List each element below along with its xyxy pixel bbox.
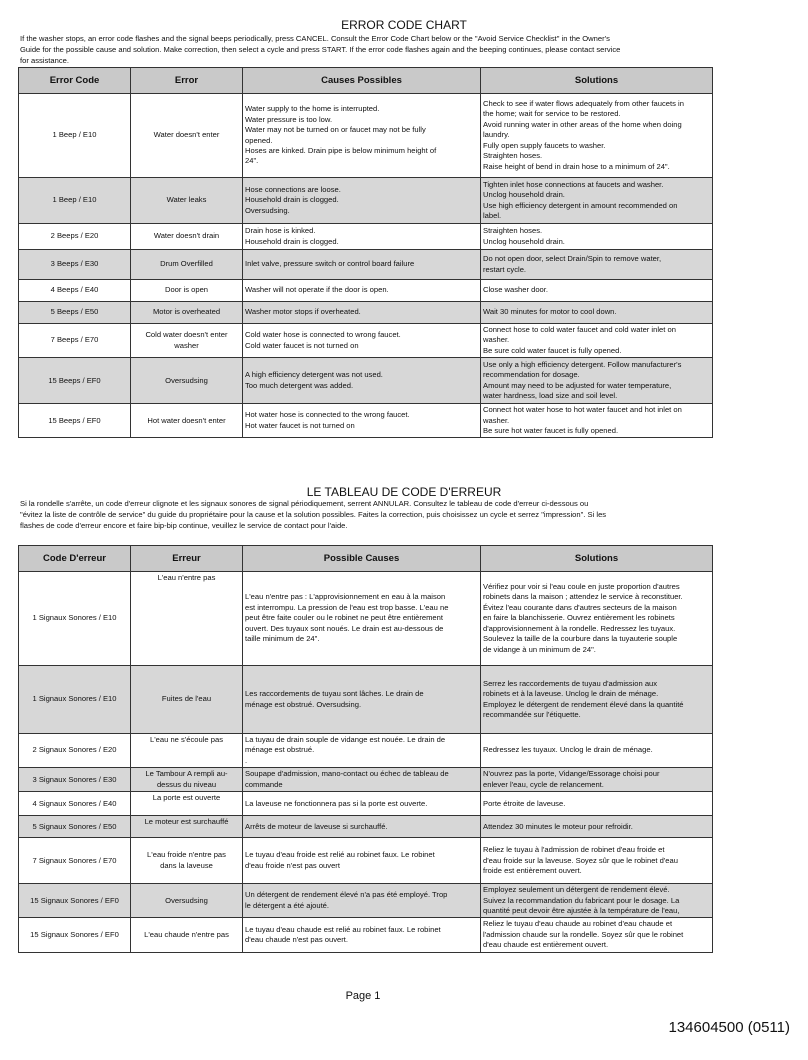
solutions-cell (481, 666, 713, 734)
error-cell (131, 666, 243, 734)
cell-text: washer. (483, 415, 510, 425)
header-error: Erreur (131, 546, 243, 572)
cell-text: Hot water hose is connected to the wrong faucet. (245, 410, 410, 420)
table-row (19, 250, 713, 280)
cell-text: Wait 30 minutes for motor to cool down. (483, 307, 617, 317)
cell-text: water hardness, load size and soil level. (483, 391, 618, 401)
error-cell (131, 768, 243, 792)
cell-text: 1 Beep / E10 (52, 130, 97, 140)
solutions-cell (481, 94, 713, 178)
cell-text: laundry. (483, 130, 510, 140)
cell-text: d'approvisionnement à la rondelle. Redressez les tuyaux. (483, 623, 676, 633)
error-code-cell (19, 358, 131, 404)
cell-text: Raise height of bend in drain hose to a minimum of 24". (483, 161, 670, 171)
solutions-cell (481, 838, 713, 884)
intro-line: If the washer stops, an error code flashes and the signal beeps periodically, press CANCEL. Consult the Error Code Chart below or the "Avoid Service Checklist" in the Owner's (20, 34, 610, 43)
cell-text: robinets dans la maison ; attendez le service à reconstituer. (483, 592, 683, 602)
cell-text: Reliez le tuyau à l'admission de robinet d'eau froide et (483, 845, 665, 855)
cell-text: le détergent a été ajouté. (245, 900, 330, 910)
cell-text: recommendation for dosage. (483, 370, 580, 380)
causes-cell (243, 734, 481, 768)
table-row (19, 178, 713, 224)
header-error-code: Code D'erreur (19, 546, 131, 572)
cell-text: Un détergent de rendement élevé n'a pas été employé. Trop (245, 890, 448, 900)
solutions-cell (481, 178, 713, 224)
cell-text: Arrêts de moteur de laveuse si surchauffé. (245, 821, 388, 831)
cell-text: Oversudsing (165, 895, 208, 905)
causes-cell (243, 884, 481, 918)
cell-text: Hot water doesn't enter (147, 415, 226, 425)
cell-text: ménage est obstrué. (245, 745, 315, 755)
cell-text: washer (174, 340, 199, 350)
cell-text: Le moteur est surchauffé (144, 817, 229, 827)
causes-cell (243, 918, 481, 952)
error-code-cell (19, 734, 131, 768)
error-code-cell (19, 792, 131, 816)
table-row (19, 838, 713, 884)
error-code-cell (19, 572, 131, 666)
intro-line: Si la rondelle s'arrête, un code d'erreur clignote et les signaux sonores de signal périodiquement, serrent ANNULAR. Consultez le tableau de code d'erreur ci-dessous ou (20, 499, 589, 508)
causes-cell (243, 280, 481, 302)
cell-text: Hose connections are loose. (245, 184, 341, 194)
table-row (19, 324, 713, 358)
cell-text: d'eau chaude n'est pas ouvert. (245, 935, 348, 945)
cell-text: quantité peut devoir être ajustée à la température de l'eau, (483, 906, 680, 916)
cell-text: Washer motor stops if overheated. (245, 307, 361, 317)
cell-text: Vérifiez pour voir si l'eau coule en juste proportion d'autres (483, 582, 680, 592)
causes-cell (243, 404, 481, 438)
causes-cell (243, 666, 481, 734)
cell-text: 24". (245, 156, 259, 166)
cell-text: enlever l'eau, cycle de relancement. (483, 779, 604, 789)
cell-text: Door is open (164, 285, 209, 295)
error-cell (131, 838, 243, 884)
error-code-cell (19, 250, 131, 280)
cell-text: d'eau froide sur la laveuse. Soyez sûr que le robinet d'eau (483, 855, 678, 865)
cell-text: washer. (483, 335, 510, 345)
table-row (19, 666, 713, 734)
cell-text: L'eau n'entre pas (157, 573, 216, 582)
cell-text: Connect hose to cold water faucet and cold water inlet on (483, 325, 676, 334)
english-title: ERROR CODE CHART (341, 18, 467, 32)
solutions-cell (481, 792, 713, 816)
error-cell (131, 324, 243, 358)
table-row (19, 404, 713, 438)
error-code-cell (19, 404, 131, 438)
cell-text: Hoses are kinked. Drain pipe is below minimum height of (245, 145, 437, 155)
cell-text: Reliez le tuyau d'eau chaude au robinet d'eau chaude et (483, 919, 673, 929)
english-error-table (18, 67, 713, 438)
cell-text: l'admission chaude sur la rondelle. Soyez sûr que le robinet (483, 929, 684, 939)
solutions-cell (481, 768, 713, 792)
cell-text: N'ouvrez pas la porte, Vidange/Essorage choisi pour (483, 769, 660, 779)
cell-text: peut être faite couler ou le robinet ne peut être entièrement (245, 613, 443, 623)
cell-text: Le Tambour A rempli au- (145, 769, 228, 779)
cell-text: Be sure cold water faucet is fully opened. (483, 345, 622, 355)
cell-text: L'eau chaude n'entre pas (144, 929, 229, 939)
cell-text: 15 Signaux Sonores / EF0 (30, 895, 119, 905)
table-row (19, 280, 713, 302)
error-cell (131, 884, 243, 918)
solutions-cell (481, 280, 713, 302)
cell-text: Water doesn't enter (153, 130, 220, 140)
cell-text: Redressez les tuyaux. Unclog le drain de ménage. (483, 745, 653, 755)
cell-text: taille minimum de 24". (245, 634, 320, 644)
cell-text: 2 Signaux Sonores / E20 (32, 745, 117, 755)
cell-text: 15 Signaux Sonores / EF0 (30, 929, 119, 939)
french-intro (20, 498, 710, 531)
solutions-cell (481, 358, 713, 404)
cell-text: restart cycle. (483, 264, 527, 274)
english-intro (20, 33, 710, 66)
cell-text: d'eau chaude est entièrement ouvert. (483, 940, 609, 950)
cell-text: Fuites de l'eau (161, 694, 212, 704)
error-cell (131, 734, 243, 768)
cell-text: Close washer door. (483, 285, 549, 295)
french-title: LE TABLEAU DE CODE D'ERREUR (306, 485, 502, 499)
table-row (19, 572, 713, 666)
cell-text: 3 Beeps / E30 (50, 259, 99, 269)
table-row (19, 884, 713, 918)
cell-text: 4 Beeps / E40 (50, 285, 99, 295)
cell-text: 1 Beep / E10 (52, 195, 97, 205)
cell-text: label. (483, 210, 502, 220)
causes-cell (243, 572, 481, 666)
error-cell (131, 224, 243, 250)
cell-text: Water doesn't drain (153, 231, 220, 241)
error-code-cell (19, 280, 131, 302)
cell-text: 3 Signaux Sonores / E30 (32, 774, 117, 784)
causes-cell (243, 358, 481, 404)
causes-cell (243, 178, 481, 224)
cell-text: Drain hose is kinked. (245, 226, 316, 236)
causes-cell (243, 324, 481, 358)
solutions-cell (481, 572, 713, 666)
cell-text: 15 Beeps / EF0 (48, 375, 101, 385)
table-row (19, 224, 713, 250)
cell-text: Évitez l'eau courante dans d'autres secteurs de la maison (483, 602, 677, 612)
cell-text: Unclog household drain. (483, 236, 565, 246)
cell-text: Too much detergent was added. (245, 380, 354, 390)
cell-text: Water supply to the home is interrupted. (245, 104, 380, 114)
error-cell (131, 178, 243, 224)
cell-text: Drum Overfilled (160, 259, 213, 269)
error-cell (131, 572, 243, 666)
cell-text: commande (245, 779, 283, 789)
intro-line: Guide for the possible cause and solution. Make correction, then select a cycle and press START. If the error code flashes again and the beeping continues, please contact service (20, 45, 621, 54)
error-code-cell (19, 768, 131, 792)
intro-line: for assistance. (20, 56, 69, 65)
table-row (19, 734, 713, 768)
cell-text: dessus du niveau (156, 779, 217, 789)
cell-text: Les raccordements de tuyau sont lâches. Le drain de (245, 689, 424, 699)
cell-text: Straighten hoses. (483, 151, 543, 161)
error-cell (131, 250, 243, 280)
cell-text: Household drain is clogged. (245, 236, 339, 246)
solutions-cell (481, 918, 713, 952)
causes-cell (243, 224, 481, 250)
cell-text: froide est entièrement ouvert. (483, 865, 582, 875)
error-code-cell (19, 884, 131, 918)
cell-text: La porte est ouverte (152, 793, 221, 803)
cell-text: Straighten hoses. (483, 226, 543, 236)
cell-text: ménage est obstrué. Oversudsing. (245, 699, 362, 709)
table-row (19, 768, 713, 792)
error-cell (131, 280, 243, 302)
cell-text: La tuyau de drain souple de vidange est nouée. Le drain de (245, 735, 446, 744)
cell-text: Unclog household drain. (483, 190, 565, 200)
cell-text: Oversudsing. (245, 205, 290, 215)
cell-text: Porte étroite de laveuse. (483, 798, 566, 808)
cell-text: Soupape d'admission, mano-contact ou échec de tableau de (245, 769, 449, 779)
cell-text: robinets et à la laveuse. Unclog le drain de ménage. (483, 689, 659, 699)
cell-text: Suivez la recommandation du fabricant pour le dosage. La (483, 895, 680, 905)
cell-text: La laveuse ne fonctionnera pas si la porte est ouverte. (245, 798, 428, 808)
page-number: Page 1 (345, 990, 381, 1002)
error-cell (131, 94, 243, 178)
cell-text: de vidange à un minimum de 24". (483, 644, 596, 654)
causes-cell (243, 250, 481, 280)
cell-text: Check to see if water flows adequately from other faucets in (483, 99, 684, 109)
cell-text: Avoid running water in other areas of the home when doing (483, 119, 682, 129)
table-row (19, 302, 713, 324)
cell-text: Oversudsing (165, 375, 208, 385)
cell-text: dans la laveuse (160, 860, 213, 870)
solutions-cell (481, 302, 713, 324)
french-error-table (18, 545, 713, 953)
cell-text: Use only a high efficiency detergent. Follow manufacturer's (483, 359, 682, 369)
error-code-cell (19, 178, 131, 224)
cell-text: L'eau ne s'écoule pas (150, 735, 223, 744)
solutions-cell (481, 734, 713, 768)
causes-cell (243, 792, 481, 816)
error-code-cell (19, 918, 131, 952)
cell-text: Employez seulement un détergent de rendement élevé. (483, 885, 670, 895)
cell-text: Cold water hose is connected to wrong faucet. (245, 330, 401, 340)
error-cell (131, 404, 243, 438)
cell-text: 5 Beeps / E50 (50, 307, 99, 317)
table-row (19, 94, 713, 178)
cell-text: Fully open supply faucets to washer. (483, 140, 606, 150)
header-error: Error (131, 68, 243, 94)
cell-text: L'eau n'entre pas : L'approvisionnement en eau à la maison (245, 592, 446, 602)
cell-text: Inlet valve, pressure switch or control board failure (245, 259, 415, 269)
causes-cell (243, 838, 481, 884)
solutions-cell (481, 224, 713, 250)
cell-text: Tighten inlet hose connections at faucets and washer. (483, 179, 664, 189)
causes-cell (243, 302, 481, 324)
cell-text: opened. (245, 135, 273, 145)
header-causes: Possible Causes (243, 546, 481, 572)
document-number: 134604500 (0511) (668, 1019, 790, 1036)
cell-text: Cold water doesn't enter (145, 330, 228, 340)
cell-text: Soulevez la taille de la courbure dans la tuyauterie souple (483, 634, 678, 644)
cell-text: Washer will not operate if the door is open. (245, 285, 389, 295)
error-code-cell (19, 666, 131, 734)
cell-text: Household drain is clogged. (245, 195, 339, 205)
error-code-cell (19, 224, 131, 250)
cell-text: L'eau froide n'entre pas (147, 850, 226, 860)
error-code-cell (19, 302, 131, 324)
solutions-cell (481, 884, 713, 918)
cell-text: en faire la blanchisserie. Ouvrez entièrement les robinets (483, 613, 675, 623)
cell-text: Le tuyau d'eau chaude est relié au robinet faux. Le robinet (245, 924, 441, 934)
error-code-cell (19, 838, 131, 884)
cell-text: Motor is overheated (152, 307, 221, 317)
table-row (19, 792, 713, 816)
solutions-cell (481, 404, 713, 438)
cell-text: est interrompu. La pression de l'eau est trop basse. L'eau ne (245, 602, 449, 612)
table-row (19, 918, 713, 952)
solutions-cell (481, 324, 713, 358)
causes-cell (243, 94, 481, 178)
header-causes: Causes Possibles (243, 68, 481, 94)
cell-text: Cold water faucet is not turned on (245, 340, 359, 350)
error-cell (131, 816, 243, 838)
intro-line: "évitez la liste de contrôle de service" du guide du propriétaire pour la cause et la solution possibles. Faites la correction, puis choisissez un cycle et serrez "impression". Si les (20, 510, 607, 519)
causes-cell (243, 768, 481, 792)
cell-text: 7 Signaux Sonores / E70 (32, 855, 117, 865)
error-cell (131, 302, 243, 324)
cell-text: recommandée sur l'étiquette. (483, 709, 581, 719)
error-code-cell (19, 324, 131, 358)
cell-text: 2 Beeps / E20 (50, 231, 99, 241)
cell-text: Connect hot water hose to hot water faucet and hot inlet on (483, 405, 682, 415)
cell-text: Serrez les raccordements de tuyau d'admission aux (483, 678, 658, 688)
cell-text: 5 Signaux Sonores / E50 (32, 821, 117, 831)
error-cell (131, 792, 243, 816)
cell-text: 1 Signaux Sonores / E10 (32, 694, 117, 704)
table-row (19, 816, 713, 838)
error-code-cell (19, 94, 131, 178)
cell-text: Do not open door, select Drain/Spin to remove water, (483, 254, 662, 264)
cell-text: 1 Signaux Sonores / E10 (32, 613, 117, 623)
cell-text: Water may not be turned on or faucet may not be fully (245, 125, 426, 135)
cell-text: Be sure hot water faucet is fully opened. (483, 426, 619, 436)
error-cell (131, 358, 243, 404)
cell-text: Employez le détergent de rendement élevé dans la quantité (483, 699, 684, 709)
cell-text: Water pressure is too low. (245, 114, 333, 124)
cell-text: 4 Signaux Sonores / E40 (32, 798, 117, 808)
cell-text: d'eau froide n'est pas ouvert (245, 860, 340, 870)
causes-cell (243, 816, 481, 838)
table-row (19, 358, 713, 404)
solutions-cell (481, 250, 713, 280)
cell-text: the home; wait for service to be restored. (483, 109, 621, 119)
header-solutions: Solutions (481, 546, 713, 572)
cell-text: ouvert. Des tuyaux sont noués. Le drain est au-dessous de (245, 623, 444, 633)
error-cell (131, 918, 243, 952)
cell-text: . (245, 755, 248, 765)
error-code-cell (19, 816, 131, 838)
cell-text: Le tuyau d'eau froide est relié au robinet faux. Le robinet (245, 850, 435, 860)
cell-text: Attendez 30 minutes le moteur pour refroidir. (483, 821, 633, 831)
header-solutions: Solutions (481, 68, 713, 94)
cell-text: 7 Beeps / E70 (50, 335, 99, 345)
cell-text: Use high efficiency detergent in amount recommended on (483, 200, 678, 210)
header-error-code: Error Code (19, 68, 131, 94)
solutions-cell (481, 816, 713, 838)
intro-line: flashes de code d'erreur encore et faire bip-bip continue, veuillez le service de contact pour l'aide. (20, 521, 348, 530)
cell-text: 15 Beeps / EF0 (48, 415, 101, 425)
cell-text: A high efficiency detergent was not used. (245, 370, 383, 380)
cell-text: Amount may need to be adjusted for water temperature, (483, 380, 672, 390)
cell-text: Hot water faucet is not turned on (245, 420, 355, 430)
cell-text: Water leaks (166, 195, 207, 205)
